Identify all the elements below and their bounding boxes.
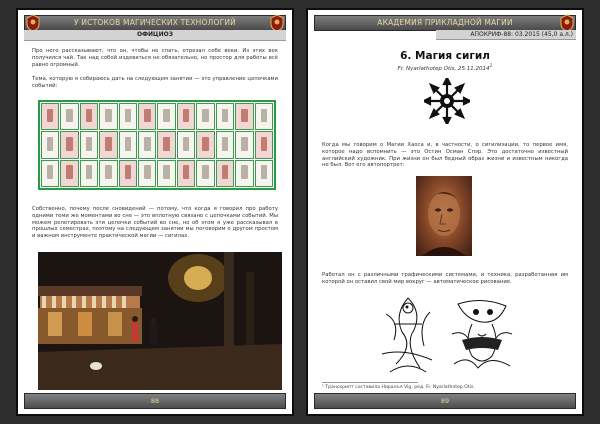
paragraph: Тема, которую я собираюсь дать на следующем занятии — это управление цепочками событий: [32,76,278,89]
tarot-card [157,131,175,158]
chaos-star-icon [424,78,470,124]
tarot-card [196,131,214,158]
tarot-card [41,131,59,158]
tarot-card [99,160,117,187]
page-number: 88 [24,393,286,409]
tarot-card [80,131,98,158]
footnote: ¹ Транскрипт составила Ниранъя Vig, ред. Fr. Nyarlathotep Otis. [322,382,418,390]
portrait-illustration [416,176,472,256]
tarot-card [235,160,253,187]
tarot-card [138,131,156,158]
tarot-card [138,160,156,187]
tarot-card [196,103,214,130]
tarot-card [80,160,98,187]
author-line: Fr. Nyarlathotep Otis, 25.11.2014$^1$ [397,64,493,72]
tarot-card [41,160,59,187]
tarot-card [99,131,117,158]
tarot-card [255,160,273,187]
drawing-illustration [448,294,516,376]
tarot-card [255,103,273,130]
tarot-card [60,131,78,158]
tarot-card [177,160,195,187]
tarot-card [60,160,78,187]
header-title: У ИСТОКОВ МАГИЧЕСКИХ ТЕХНОЛОГИЙ [74,18,236,27]
issue-label: АПОКРИФ-88: 03.2015 (45,0 а.л.) [436,30,576,40]
night-photo [38,252,282,390]
tarot-card [119,160,137,187]
tarot-card [235,103,253,130]
paragraph: Когда мы говорим о Магии Хаоса и, в частности, о сигилизации, то первое имя, которое надо вспомнить — это Остин Осман Спэр. Это достаточно известный английский художник. При жизни он был бедный образ жизни и известным никогда не был. Вот его автопортрет: [322,142,568,169]
tarot-card [157,103,175,130]
automatic-drawing [448,294,516,376]
tarot-card [138,103,156,130]
tarot-card [255,131,273,158]
card-grid-image [38,100,276,190]
paragraph: Собственно, почему после сновидений — потому, что когда я говорил про работу одними теми же моментами во сне — это вплотную связано с цепочками событий. Мы можем репетировать эти цепочки событий во сне, но об этом я уже рассказывал в прошлых семестрах, поэтому на следующем занятии мы поговорим о другом простом и важном инструменте практической магии — сигилах. [32,206,278,240]
night-scene-illustration [38,252,282,390]
tarot-card [216,103,234,130]
tarot-card [216,131,234,158]
tarot-card [196,160,214,187]
automatic-drawing [374,294,442,376]
page-header [24,15,286,31]
tarot-card [157,160,175,187]
left-page [16,8,294,416]
tarot-card [80,103,98,130]
tarot-card [41,103,59,130]
tarot-card [119,103,137,130]
tarot-card [99,103,117,130]
right-page [306,8,584,416]
section-label: ОФИЦИОЗ [24,30,286,41]
header-title: АКАДЕМИЯ ПРИКЛАДНОЙ МАГИИ [377,18,513,27]
page-header [314,15,576,31]
tarot-card [119,131,137,158]
drawing-illustration [374,294,442,376]
tarot-card [216,160,234,187]
tarot-card [235,131,253,158]
paragraph: Работал он с различными графическими системами, и техника, разработанная им которой он оставил свой мир вокруг — автоматическое рисование. [322,272,568,285]
tarot-card [177,131,195,158]
paragraph: Про него рассказывают, что он, чтобы не спать, отрезал себе веки. Из этих век получился чай. Так над собой издеваться не обязательно, но простор для работы всё равно огромный. [32,48,278,68]
section-title: 6. Магия сигил [400,50,490,62]
page-number: 89 [314,393,576,409]
self-portrait-painting [416,176,472,256]
tarot-card [60,103,78,130]
tarot-card [177,103,195,130]
